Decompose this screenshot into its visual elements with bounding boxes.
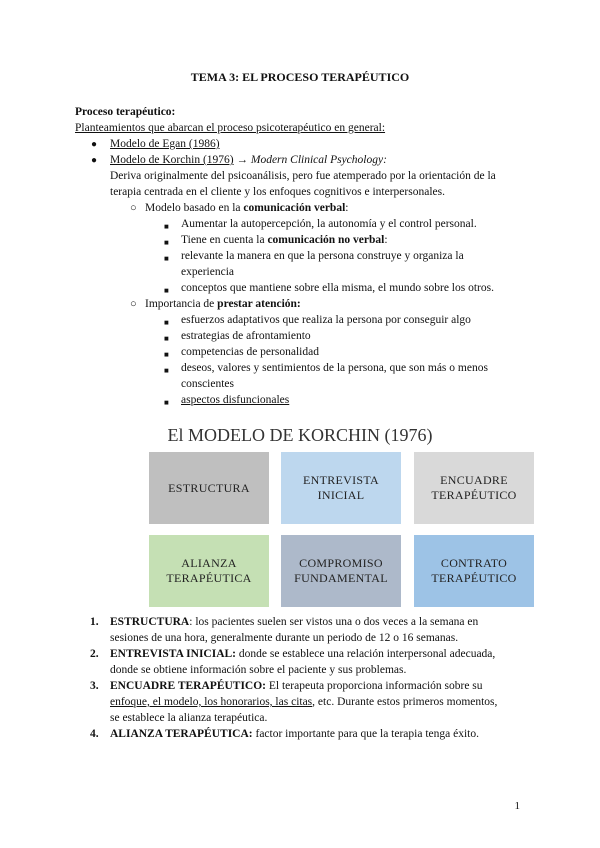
list-item: conscientes <box>181 378 235 390</box>
attention-heading: Importancia de prestar atención: <box>145 298 301 310</box>
square-bullet-icon: ■ <box>164 222 169 231</box>
list-number: 2. <box>90 648 99 660</box>
list-item: relevante la manera en que la persona construye y organiza la <box>181 250 464 262</box>
list-item: experiencia <box>181 266 234 278</box>
numbered-item-1: ESTRUCTURA: los pacientes suelen ser vistos una o dos veces a la semana en <box>110 616 479 628</box>
list-item: aspectos disfuncionales <box>181 394 290 406</box>
comm-heading: Modelo basado en la comunicación verbal: <box>145 202 349 214</box>
numbered-item-3-cont: enfoque, el modelo, los honorarios, las citas, etc. Durante estos primeros momentos, <box>110 696 498 708</box>
circle-bullet-icon: ○ <box>130 298 137 310</box>
intro-text: Planteamientos que abarcan el proceso psicoterapéutico en general: <box>75 122 386 134</box>
korchin-book: Modern Clinical Psychology: <box>250 154 387 166</box>
numbered-item-2: ENTREVISTA INICIAL: donde se establece una relación interpersonal adecuada, <box>110 648 496 660</box>
square-bullet-icon: ■ <box>164 350 169 359</box>
diagram-box-encuadre: ENCUADRE TERAPÉUTICO <box>414 452 534 524</box>
diagram-box-estructura: ESTRUCTURA <box>149 452 269 524</box>
list-item: esfuerzos adaptativos que realiza la persona por conseguir algo <box>181 314 471 326</box>
bullet-icon: ● <box>91 155 98 166</box>
square-bullet-icon: ■ <box>164 286 169 295</box>
numbered-item-3-cont: se establece la alianza terapéutica. <box>110 712 268 724</box>
square-bullet-icon: ■ <box>164 334 169 343</box>
list-number: 3. <box>90 680 99 692</box>
square-bullet-icon: ■ <box>164 254 169 263</box>
list-number: 4. <box>90 728 99 740</box>
numbered-item-2-cont: donde se obtiene información sobre el paciente y sus problemas. <box>110 664 407 676</box>
bullet-icon: ● <box>91 139 98 150</box>
square-bullet-icon: ■ <box>164 366 169 375</box>
page-number: 1 <box>514 800 520 812</box>
korchin-desc: terapia centrada en el cliente y los enfoques cognitivos e interpersonales. <box>110 186 445 198</box>
diagram-box-compromiso: COMPROMISO FUNDAMENTAL <box>281 535 401 607</box>
list-item: competencias de personalidad <box>181 346 319 358</box>
diagram-title: El MODELO DE KORCHIN (1976) <box>167 425 433 445</box>
section-heading: Proceso terapéutico: <box>75 106 176 118</box>
numbered-item-4: ALIANZA TERAPÉUTICA: factor importante para que la terapia tenga éxito. <box>110 728 479 740</box>
korchin-desc: Deriva originalmente del psicoanálisis, pero fue atemperado por la orientación de la <box>110 170 496 182</box>
square-bullet-icon: ■ <box>164 238 169 247</box>
diagram-box-entrevista: ENTREVISTA INICIAL <box>281 452 401 524</box>
arrow-icon: → <box>233 154 251 166</box>
list-number: 1. <box>90 616 99 628</box>
list-item: Aumentar la autopercepción, la autonomía y el control personal. <box>181 218 477 230</box>
diagram-box-contrato: CONTRATO TERAPÉUTICO <box>414 535 534 607</box>
diagram-box-alianza: ALIANZA TERAPÉUTICA <box>149 535 269 607</box>
egan-link[interactable]: Modelo de Egan (1986) <box>110 138 220 150</box>
list-item: deseos, valores y sentimientos de la persona, que son más o menos <box>181 362 488 374</box>
numbered-item-1-cont: sesiones de una hora, generalmente durante un periodo de 12 o 16 semanas. <box>110 632 459 644</box>
list-item: Tiene en cuenta la comunicación no verbal: <box>181 234 388 246</box>
square-bullet-icon: ■ <box>164 398 169 407</box>
square-bullet-icon: ■ <box>164 318 169 327</box>
numbered-item-3: ENCUADRE TERAPÉUTICO: El terapeuta proporciona información sobre su <box>110 680 483 692</box>
korchin-line <box>110 152 387 168</box>
korchin-link[interactable]: Modelo de Korchin (1976) <box>110 154 234 166</box>
list-item: estrategias de afrontamiento <box>181 330 311 342</box>
page-title: TEMA 3: EL PROCESO TERAPÉUTICO <box>190 70 410 84</box>
circle-bullet-icon: ○ <box>130 202 137 214</box>
list-item: conceptos que mantiene sobre ella misma, el mundo sobre los otros. <box>181 282 494 294</box>
